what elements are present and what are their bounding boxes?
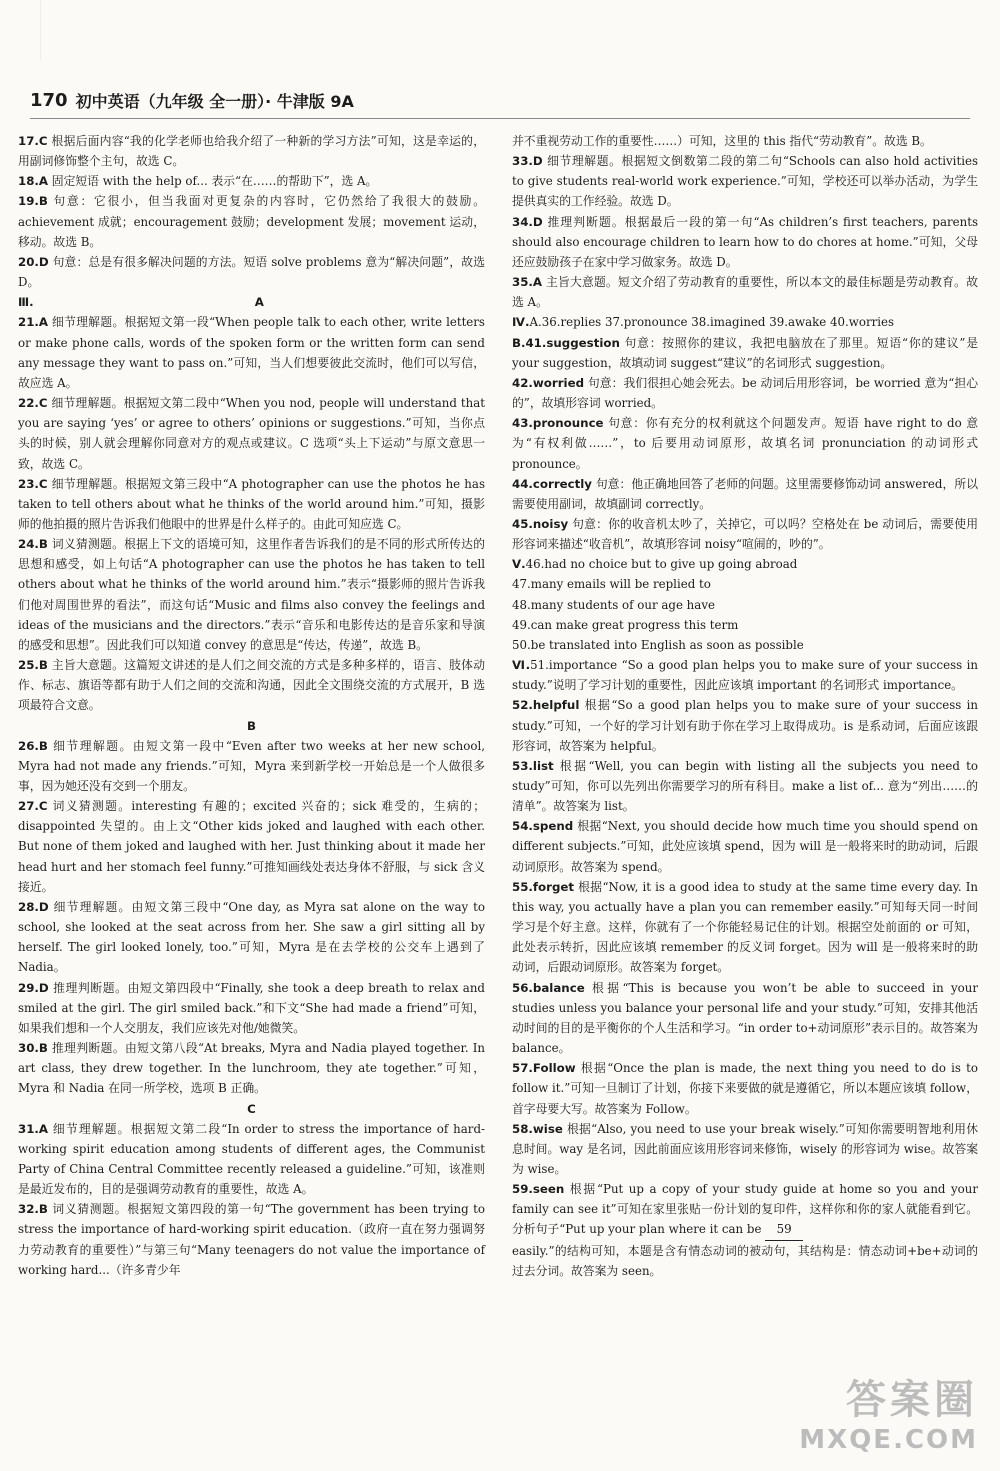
answer-explanation: 推理判断题。由短文第八段“At breaks, Myra and Nadia played together. In art class, they drew together. In the lunchroom, they ate together.”可知，Myra 和 Nadia 在同一所学校，选项 B 正确。 xyxy=(18,1041,485,1096)
answer-number: 20.D xyxy=(18,254,49,269)
answer-number: 52.helpful xyxy=(512,698,580,713)
section-heading xyxy=(18,1099,485,1119)
section-heading xyxy=(18,716,485,736)
answer-explanation: 细节理解题。根据短文第一段“When people talk to each other, write letters or make phone calls, words of the spoken form or the written form can send any message they want to pass on.”可知，当人们想要彼此交流时，他们可以写信，故应选 A。 xyxy=(18,315,485,390)
answer-item: 50.be translated into English as soon as possible xyxy=(512,637,804,652)
answer-explanation: 句意：它很小，但当我面对更复杂的内容时，它仍然给了我很大的鼓励。achievement 成就；encouragement 鼓励；development 发展；movement 运动，移动。故选 B。 xyxy=(18,194,485,249)
answer-explanation: 细节理解题。由短文第三段中“One day, as Myra sat alone on the way to school, she looked at the seat across from her. She saw a girl sitting all by herself. The girl looked lonely, too.”可知，Myra 是在去学校的公交车上遇到了 Nadia。 xyxy=(18,899,485,975)
answer-explanation: 根据“Also, you need to use your break wisely.”可知你需要明智地利用休息时间。way 是名词，因此前面应该用形容词来修饰，wisely 的形容词为 wise。故答案为 wise。 xyxy=(512,1121,978,1176)
answer-number: 27.C xyxy=(18,799,48,814)
answer-item xyxy=(18,1038,485,1098)
answer-explanation: 句意：总是有很多解决问题的方法。短语 solve problems 意为“解决问题”，故选 D。 xyxy=(18,254,485,290)
answer-explanation: 根据后面内容“我的化学老师也给我介绍了一种新的学习方法”可知，这是幸运的，用副词修饰整个主句，故选 C。 xyxy=(18,134,485,169)
answer-number: 30.B xyxy=(18,1041,48,1056)
answer-item xyxy=(18,655,485,715)
answer-explanation: A.36.replies 37.pronounce 38.imagined 39.awake 40.worries xyxy=(529,315,895,330)
answer-explanation: 细节理解题。根据短文第三段中“A photographer can use the photos he has taken to tell others about what he thinks of the world around him.”可知，摄影师的他拍摄的照片告诉我们他眼中的世界是什么样子的。由此可知应选 C。 xyxy=(18,476,485,531)
book-title: 初中英语（九年级 全一册）· 牛津版 9A xyxy=(75,91,354,111)
answer-explanation: 细节理解题。根据短文第二段“In order to stress the importance of hard-working spirit education among students of different ages, the Communist Party of China Central Committee recently released a guideline.”可知，该准则是最近发布的，目的是强调劳动教育的重要性，故选 A。 xyxy=(18,1121,485,1197)
answer-item xyxy=(18,474,485,534)
answer-item xyxy=(18,1199,485,1280)
answer-item xyxy=(512,978,978,1059)
answer-number: B.41.suggestion xyxy=(512,335,620,350)
watermark xyxy=(799,1368,978,1455)
answer-explanation: 46.had no choice but to give up going abroad xyxy=(525,557,798,572)
answer-number: 32.B xyxy=(18,1202,48,1217)
answer-item xyxy=(512,514,978,554)
answer-number: 31.A xyxy=(18,1121,49,1136)
answer-number: 25.B xyxy=(18,658,48,673)
answer-item xyxy=(512,554,978,574)
answer-item xyxy=(512,655,978,695)
answer-number: 29.D xyxy=(18,980,49,995)
right-answer-column xyxy=(512,131,978,1281)
answer-explanation: 根据“So a good plan helps you to make sure of your success in study.”可知，一个好的学习计划有助于你在学习上取得成功。is 是系动词，后面应该跟形容词，故答案为 helpful。 xyxy=(512,698,978,753)
answer-explanation: 词义猜测题。根据上下文的语境可知，这里作者告诉我们的是不同的形式所传达的思想和感受，如上句话“A photographer can use the photos he has taken to tell others about what he thinks of the world around him.”表示“摄影师的照片告诉我们他对周围世界的看法”，而这句话“Music and films also convey the feelings and ideas of the musicians and the directors.”表示“音乐和电影传达的是音乐家和导演的感受和思想”。因此我们可以知道 convey 的意思是“传达，传递”，故选 B。 xyxy=(18,537,485,652)
answer-explanation: 句意：他正确地回答了老师的问题。这里需要修饰动词 answered，所以需要使用副词，故填副词 correctly。 xyxy=(512,476,978,511)
answer-explanation: 推理判断题。根据最后一段的第一句“As children’s first teachers, parents should also encourage children to learn how to do chores at home.”可知，父母还应鼓励孩子在家中学习做家务。故选 D。 xyxy=(512,214,978,269)
left-answer-column xyxy=(18,131,485,1280)
answer-explanation: 根据“Well, you can begin with listing all the subjects you need to study”可知，你可以先列出你需要学习的所有科目。make a list of... 意为“列出……的清单”。故答案为 list。 xyxy=(512,758,978,814)
answer-explanation: 句意：按照你的建议，我把电脑放在了那里。短语“你的建议”是 your suggestion，故填动词 suggest“建议”的名词形式 suggestion。 xyxy=(512,335,978,370)
answer-explanation: 根据“Put up a copy of your study guide at home so you and your family can see it”可知在家里张贴一份计划的复印件，这样你和你的家人就能看到它。分析句子“Put up your plan where it can be xyxy=(512,1182,978,1237)
answer-number: 19.B xyxy=(18,194,48,209)
answer-number: 21.A xyxy=(18,315,49,330)
answer-item xyxy=(18,978,485,1038)
answer-explanation: 词义猜测题。根据短文第四段的第一句“The government has been trying to stress the importance of hard-working spirit education.（政府一直在努力强调努力劳动教育的重要性）”与第三句“Many teenagers do not value the importance of working hard...（许多青少年 xyxy=(18,1202,485,1277)
page-crease xyxy=(0,0,41,60)
answer-item xyxy=(512,877,978,978)
section-number: Ⅵ. xyxy=(512,658,531,673)
answer-number: 54.spend xyxy=(512,819,574,834)
answer-explanation: 根据“Now, it is a good idea to study at the same time every day. In this way, you actually have a plan you can remember easily.”可知每天同一时间学习是个好主意。这样，你就有了一个你能轻易记住的计划。根据空处前面的 or 可知，此处表示转折，因此应该填 remember 的反义词 forget。因为 will 是一般将来时的助动词，后跟动词原形。故答案为 forget。 xyxy=(512,879,978,975)
answer-item xyxy=(512,756,978,816)
continued-text: easily.”的结构可知，本题是含有情态动词的被动句，其结构是：情态动词+be+动词的过去分词。故答案为 seen。 xyxy=(512,1243,978,1278)
header-rule xyxy=(30,118,970,119)
section-label: B xyxy=(247,718,256,733)
continued-text: 并不重视劳动工作的重要性……）可知，这里的 this 指代“劳动教育”。故选 B。 xyxy=(512,134,932,148)
answer-item xyxy=(512,333,978,373)
answer-number: 45.noisy xyxy=(512,516,569,531)
answer-item xyxy=(18,1119,485,1200)
answer-explanation: 根据“This is because you won’t be able to succeed in your studies unless you balance your personal life and your study.”可知，安排其他活动时间的目的是平衡你的个人生活和学习。“in order to+动词原形”表示目的。故答案为 balance。 xyxy=(512,980,978,1056)
answer-number: 34.D xyxy=(512,214,543,229)
section-label: C xyxy=(247,1101,256,1116)
answer-explanation: 句意：你有充分的权利就这个问题发声。短语 have right to do 意为“有权利做……”，to 后要用动词原形，故填名词 pronunciation 的动词形式 pronounce。 xyxy=(512,416,978,471)
answer-item xyxy=(18,736,485,796)
section-number: Ⅴ. xyxy=(512,557,526,572)
answer-item: 47.many emails will be replied to xyxy=(512,577,711,592)
answer-number: 59.seen xyxy=(512,1182,565,1197)
answer-item xyxy=(512,1058,978,1118)
answer-explanation: 根据“Next, you should decide how much time you should spend on different subjects.”可知，此处应该填 spend，因为 will 是一般将来时的助动词，后跟动词原形。故答案为 spend。 xyxy=(512,819,978,874)
answer-item xyxy=(18,312,485,393)
answer-number: 22.C xyxy=(18,396,48,411)
watermark-logo: 答案圈 xyxy=(846,1377,978,1423)
page-header xyxy=(30,85,354,115)
answer-item xyxy=(512,151,978,211)
page-number: 170 xyxy=(30,89,68,111)
answer-item xyxy=(18,897,485,978)
answer-number: 23.C xyxy=(18,476,48,491)
answer-explanation: 词义猜测题。interesting 有趣的；excited 兴奋的；sick 难受的，生病的；disappointed 失望的。由上文“Other kids joked and laughed with each other. But none of them joked and laughed with her. Just thinking about it made her head hurt and her stomach feel funny.”可推知画线处表达身体不舒服，与 sick 含义接近。 xyxy=(18,799,485,894)
answer-number: 55.forget xyxy=(512,879,575,894)
answer-number: 24.B xyxy=(18,537,48,552)
answer-number: 57.Follow xyxy=(512,1061,576,1076)
answer-item xyxy=(512,373,978,413)
answer-item xyxy=(18,131,485,171)
answer-item xyxy=(18,252,485,292)
answer-explanation: 细节理解题。根据短文第二段中“When you nod, people will understand that you are saying ‘yes’ or agree to others’ opinions or suggestions.”可知，当你点头的时候，别人就会理解你同意对方的观点或建议。C 选项“头上下运动”与原文意思一致，故选 C。 xyxy=(18,396,485,471)
answer-item xyxy=(512,695,978,755)
answer-number: 33.D xyxy=(512,154,543,169)
answer-explanation: 主旨大意题。短文介绍了劳动教育的重要性，所以本文的最佳标题是劳动教育。故选 A。 xyxy=(512,275,978,310)
answer-explanation: 细节理解题。由短文第一段中“Even after two weeks at her new school, Myra had not made any friends.”可知，Myra 来到新学校一开始总是一个人做很多事，因为她还没有交到一个朋友。 xyxy=(18,738,485,793)
answer-number: 42.worried xyxy=(512,375,585,390)
answer-item xyxy=(512,1179,978,1240)
answer-number: 17.C xyxy=(18,134,48,148)
answer-explanation: 固定短语 with the help of... 表示“在……的帮助下”，选 A。 xyxy=(48,174,378,189)
section-number: Ⅲ. xyxy=(18,295,34,310)
answer-item xyxy=(512,474,978,514)
answer-item xyxy=(512,272,978,312)
answer-number: 53.list xyxy=(512,758,554,773)
answer-item xyxy=(512,312,978,332)
answer-blank-59: 59 xyxy=(765,1219,803,1240)
answer-item xyxy=(18,534,485,655)
answer-number: 44.correctly xyxy=(512,476,592,491)
answer-explanation: 句意：你的收音机太吵了，关掉它，可以吗？空格处在 be 动词后，需要使用形容词来描述“收音机”，故填形容词 noisy“喧闹的，吵的”。 xyxy=(512,516,978,552)
answer-number: 35.A xyxy=(512,275,543,290)
section-label: A xyxy=(254,295,264,310)
answer-item xyxy=(512,1119,978,1179)
answer-number: 56.balance xyxy=(512,980,585,995)
answer-explanation: 根据“Once the plan is made, the next thing you need to do is to follow it.”可知一旦制订了计划，你接下来要做的就是遵循它，所以本题应该填 follow，首字母要大写。故答案为 Follow。 xyxy=(512,1061,978,1116)
answer-item xyxy=(512,816,978,876)
answer-item: 48.many students of our age have xyxy=(512,597,715,612)
answer-explanation: 句意：我们很担心她会死去。be 动词后用形容词，be worried 意为“担心的”，故填形容词 worried。 xyxy=(512,375,978,411)
answer-number: 28.D xyxy=(18,899,49,914)
answer-number: 18.A xyxy=(18,174,49,189)
answer-explanation: 51.importance “So a good plan helps you to make sure of your success in study.”说明了学习计划的重要性，因此应该填 important 的名词形式 importance。 xyxy=(512,658,978,693)
section-number: Ⅳ. xyxy=(512,315,530,330)
answer-item xyxy=(18,171,485,191)
answer-number: 43.pronounce xyxy=(512,416,604,431)
answer-item xyxy=(512,212,978,272)
answer-number: 58.wise xyxy=(512,1121,563,1136)
answer-item xyxy=(512,413,978,473)
watermark-url: MXQE.COM xyxy=(799,1425,978,1455)
answer-item xyxy=(18,393,485,474)
answer-item xyxy=(18,796,485,897)
answer-item: 49.can make great progress this term xyxy=(512,617,739,632)
answer-number: 26.B xyxy=(18,738,48,753)
answer-explanation: 主旨大意题。这篇短文讲述的是人们之间交流的方式是多种多样的，语言、肢体动作、标志、旗语等都有助于人们之间的交流和沟通，因此全文围绕交流的方式展开，B 选项最符合文意。 xyxy=(18,658,485,713)
answer-item xyxy=(18,191,485,251)
answer-explanation: 推理判断题。由短文第四段中“Finally, she took a deep breath to relax and smiled at the girl. The girl smiled back.”和下文“She had made a friend”可知，如果我们想和一个人交朋友，我们应该先对他/她微笑。 xyxy=(18,980,485,1035)
answer-explanation: 细节理解题。根据短文倒数第二段的第二句“Schools can also hold activities to give students real-world work experience.”可知，学校还可以举办活动，为学生提供真实的工作经验。故选 D。 xyxy=(512,154,978,209)
section-heading xyxy=(18,292,485,312)
